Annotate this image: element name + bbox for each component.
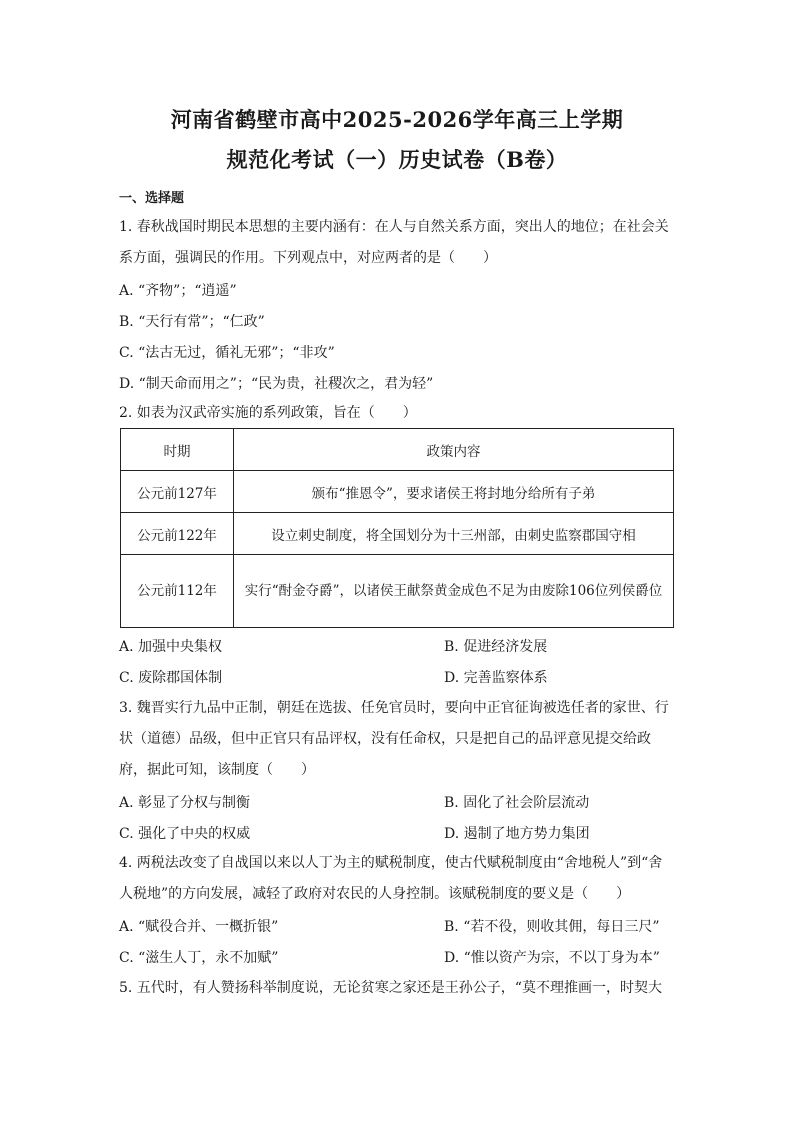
policy-table	[120, 428, 674, 628]
section-heading: 一、选择题	[119, 191, 185, 206]
table-cell-period: 公元前112年	[121, 555, 234, 628]
question-2-stem: 2. 如表为汉武帝实施的系列政策，旨在（ ）	[119, 405, 417, 421]
table-row	[121, 513, 674, 555]
q4-option-a: A. “赋役合并、一概折银”	[119, 919, 279, 935]
question-3-stem: 3. 魏晋实行九品中正制，朝廷在选拔、任免官员时，要向中正官征询被选任者的家世、行状（道德）品级，但中正官只有品评权，没有任命权，只是把自己的品评意见提交给政府，据此可知，该制度（ ）	[119, 700, 669, 778]
exam-title-line2: 规范化考试（一）历史试卷（B卷）	[226, 147, 568, 172]
question-1-stem: 1. 春秋战国时期民本思想的主要内涵有：在人与自然关系方面，突出人的地位；在社会关系方面，强调民的作用。下列观点中，对应两者的是（ ）	[119, 219, 669, 266]
table-header-period: 时期	[121, 429, 234, 471]
q4-option-b: B. “若不役，则收其佣，每日三尺”	[444, 919, 660, 935]
q3-option-a: A. 彰显了分权与制衡	[119, 795, 251, 811]
table-cell-content: 设立刺史制度，将全国划分为十三州部，由刺史监察郡国守相	[234, 513, 674, 555]
q1-option-c: C. “法古无过，循礼无邪”；“非攻”	[119, 345, 335, 361]
q3-option-d: D. 遏制了地方势力集团	[444, 826, 590, 842]
q2-option-c: C. 废除郡国体制	[119, 670, 223, 686]
table-header-content: 政策内容	[234, 429, 674, 471]
table-row	[121, 555, 674, 628]
q2-option-a: A. 加强中央集权	[119, 639, 223, 655]
exam-title-line1: 河南省鹤壁市高中2025-2026学年高三上学期	[170, 107, 624, 132]
q3-option-c: C. 强化了中央的权威	[119, 826, 251, 842]
q2-option-d: D. 完善监察体系	[444, 670, 548, 686]
table-cell-content: 实行“酎金夺爵”，以诸侯王献祭黄金成色不足为由废除106位列侯爵位	[234, 555, 674, 628]
table-cell-content: 颁布“推恩令”，要求诸侯王将封地分给所有子弟	[234, 471, 674, 513]
table-header-row	[121, 429, 674, 471]
q4-option-d: D. “惟以资产为宗，不以丁身为本”	[444, 950, 660, 966]
q3-option-b: B. 固化了社会阶层流动	[444, 795, 590, 811]
q1-option-a: A. “齐物”；“逍遥”	[119, 283, 237, 299]
q4-option-c: C. “滋生人丁，永不加赋”	[119, 950, 279, 966]
question-4-stem: 4. 两税法改变了自战国以来以人丁为主的赋税制度，使古代赋税制度由“舍地税人”到“舍人税地”的方向发展，减轻了政府对农民的人身控制。该赋税制度的要义是（ ）	[119, 855, 663, 902]
table-row	[121, 471, 674, 513]
question-5-stem: 5. 五代时，有人赞扬科举制度说，无论贫寒之家还是王孙公子，“莫不理推画一，时契大	[119, 980, 662, 996]
table-cell-period: 公元前127年	[121, 471, 234, 513]
table-cell-period: 公元前122年	[121, 513, 234, 555]
q1-option-b: B. “天行有常”；“仁政”	[119, 314, 265, 330]
q1-option-d: D. “制天命而用之”；“民为贵，社稷次之，君为轻”	[119, 376, 434, 392]
q2-option-b: B. 促进经济发展	[444, 639, 548, 655]
